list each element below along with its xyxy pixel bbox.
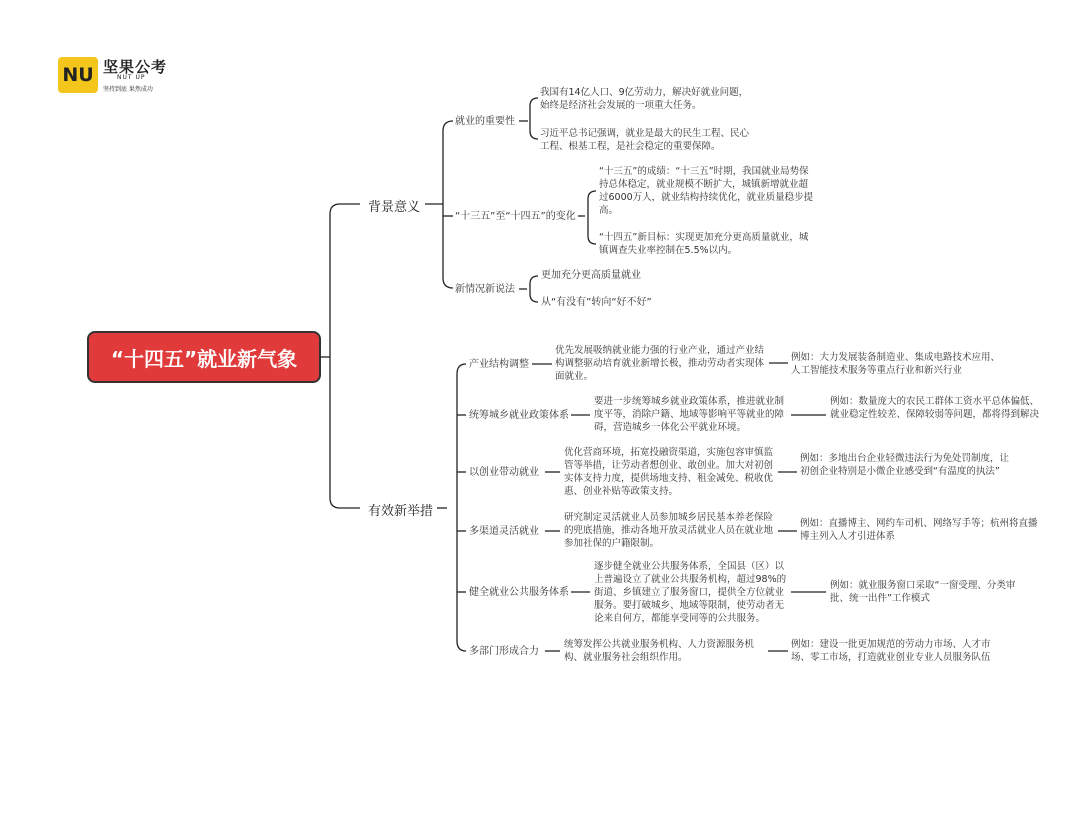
branch-measures: 有效新举措 bbox=[368, 504, 434, 519]
bg-item-change: “十三五”至“十四五”的变化 bbox=[455, 211, 576, 222]
measure-label-6: 多部门形成合力 bbox=[469, 646, 539, 657]
measure-label-2: 统筹城乡就业政策体系 bbox=[469, 410, 569, 421]
measure-detail-2: 要进一步统筹城乡就业政策体系，推进就业制度平等，消除户籍、地域等影响平等就业的障碍，营造城乡一体化公平就业环境。 bbox=[594, 396, 785, 433]
bg-item-importance: 就业的重要性 bbox=[455, 116, 515, 127]
bg-change-detail-2: “十四五”新目标：实现更加充分更高质量就业，城镇调查失业率控制在5.5%以内。 bbox=[599, 232, 809, 256]
measure-label-3: 以创业带动就业 bbox=[469, 467, 539, 478]
measure-detail-1: 优先发展吸纳就业能力强的行业产业，通过产业结构调整驱动培育就业新增长极，推动劳动者实现体面就业。 bbox=[555, 345, 765, 382]
measure-detail-6: 统筹发挥公共就业服务机构、人力资源服务机构、就业服务社会组织作用。 bbox=[564, 639, 755, 663]
root-node: “十四五”就业新气象 bbox=[87, 331, 321, 383]
bg-item-new: 新情况新说法 bbox=[455, 284, 515, 295]
measure-label-5: 健全就业公共服务体系 bbox=[469, 587, 569, 598]
measure-example-5: 例如：就业服务窗口采取“一窗受理、分类审批、统一出件”工作模式 bbox=[830, 580, 1016, 604]
measure-detail-3: 优化营商环境，拓宽投融资渠道，实施包容审慎监管等举措，让劳动者想创业、敢创业。加大对初创实体支持力度，提供场地支持、租金减免、税收优惠、创业补贴等政策支持。 bbox=[564, 447, 774, 497]
measure-label-4: 多渠道灵活就业 bbox=[469, 526, 539, 537]
bg-new-detail-2: 从“有没有”转向“好不好” bbox=[541, 297, 652, 308]
measure-example-2: 例如：数量庞大的农民工群体工资水平总体偏低、就业稳定性较差、保障较弱等问题，都将得到解决 bbox=[830, 396, 1040, 420]
bg-importance-detail-2: 习近平总书记强调，就业是最大的民生工程、民心工程、根基工程，是社会稳定的重要保障。 bbox=[540, 128, 750, 152]
measure-detail-4: 研究制定灵活就业人员参加城乡居民基本养老保险的兜底措施，推动各地开放灵活就业人员在就业地参加社保的户籍限制。 bbox=[564, 512, 774, 549]
bg-change-detail-1: “十三五”的成绩：“十三五”时期，我国就业局势保持总体稳定，就业规模不断扩大，城镇新增就业超过6000万人，就业结构持续优化，就业质量稳步提高。 bbox=[599, 166, 814, 216]
logo-en: NUT UP bbox=[117, 74, 146, 81]
logo-mark: NU bbox=[58, 57, 98, 93]
measure-example-1: 例如：大力发展装备制造业、集成电路技术应用、人工智能技术服务等重点行业和新兴行业 bbox=[791, 352, 1001, 376]
bg-importance-detail-1: 我国有14亿人口、9亿劳动力，解决好就业问题，始终是经济社会发展的一项重大任务。 bbox=[540, 87, 749, 111]
logo-name: 坚果公考 bbox=[103, 58, 168, 76]
measure-example-3: 例如：多地出台企业轻微违法行为免处罚制度，让初创企业特别是小微企业感受到“有温度的执法” bbox=[800, 453, 1010, 477]
bg-new-detail-1: 更加充分更高质量就业 bbox=[541, 270, 641, 281]
measure-detail-5: 逐步健全就业公共服务体系，全国县（区）以上普遍设立了就业公共服务机构，超过98%的街道、乡镇建立了服务窗口，提供全方位就业服务。要打破城乡、地域等限制，使劳动者无论来自何方，都能享受同等的公共服务。 bbox=[594, 561, 787, 624]
measure-example-4: 例如：直播博主、网约车司机、网络写手等；杭州将直播博主列入人才引进体系 bbox=[800, 518, 1038, 542]
branch-background: 背景意义 bbox=[368, 200, 421, 215]
measure-label-1: 产业结构调整 bbox=[469, 359, 529, 370]
measure-example-6: 例如：建设一批更加规范的劳动力市场、人才市场、零工市场，打造就业创业专业人员服务队伍 bbox=[791, 639, 991, 663]
logo-slogan: 坚持到底 果然成功 bbox=[103, 86, 153, 93]
